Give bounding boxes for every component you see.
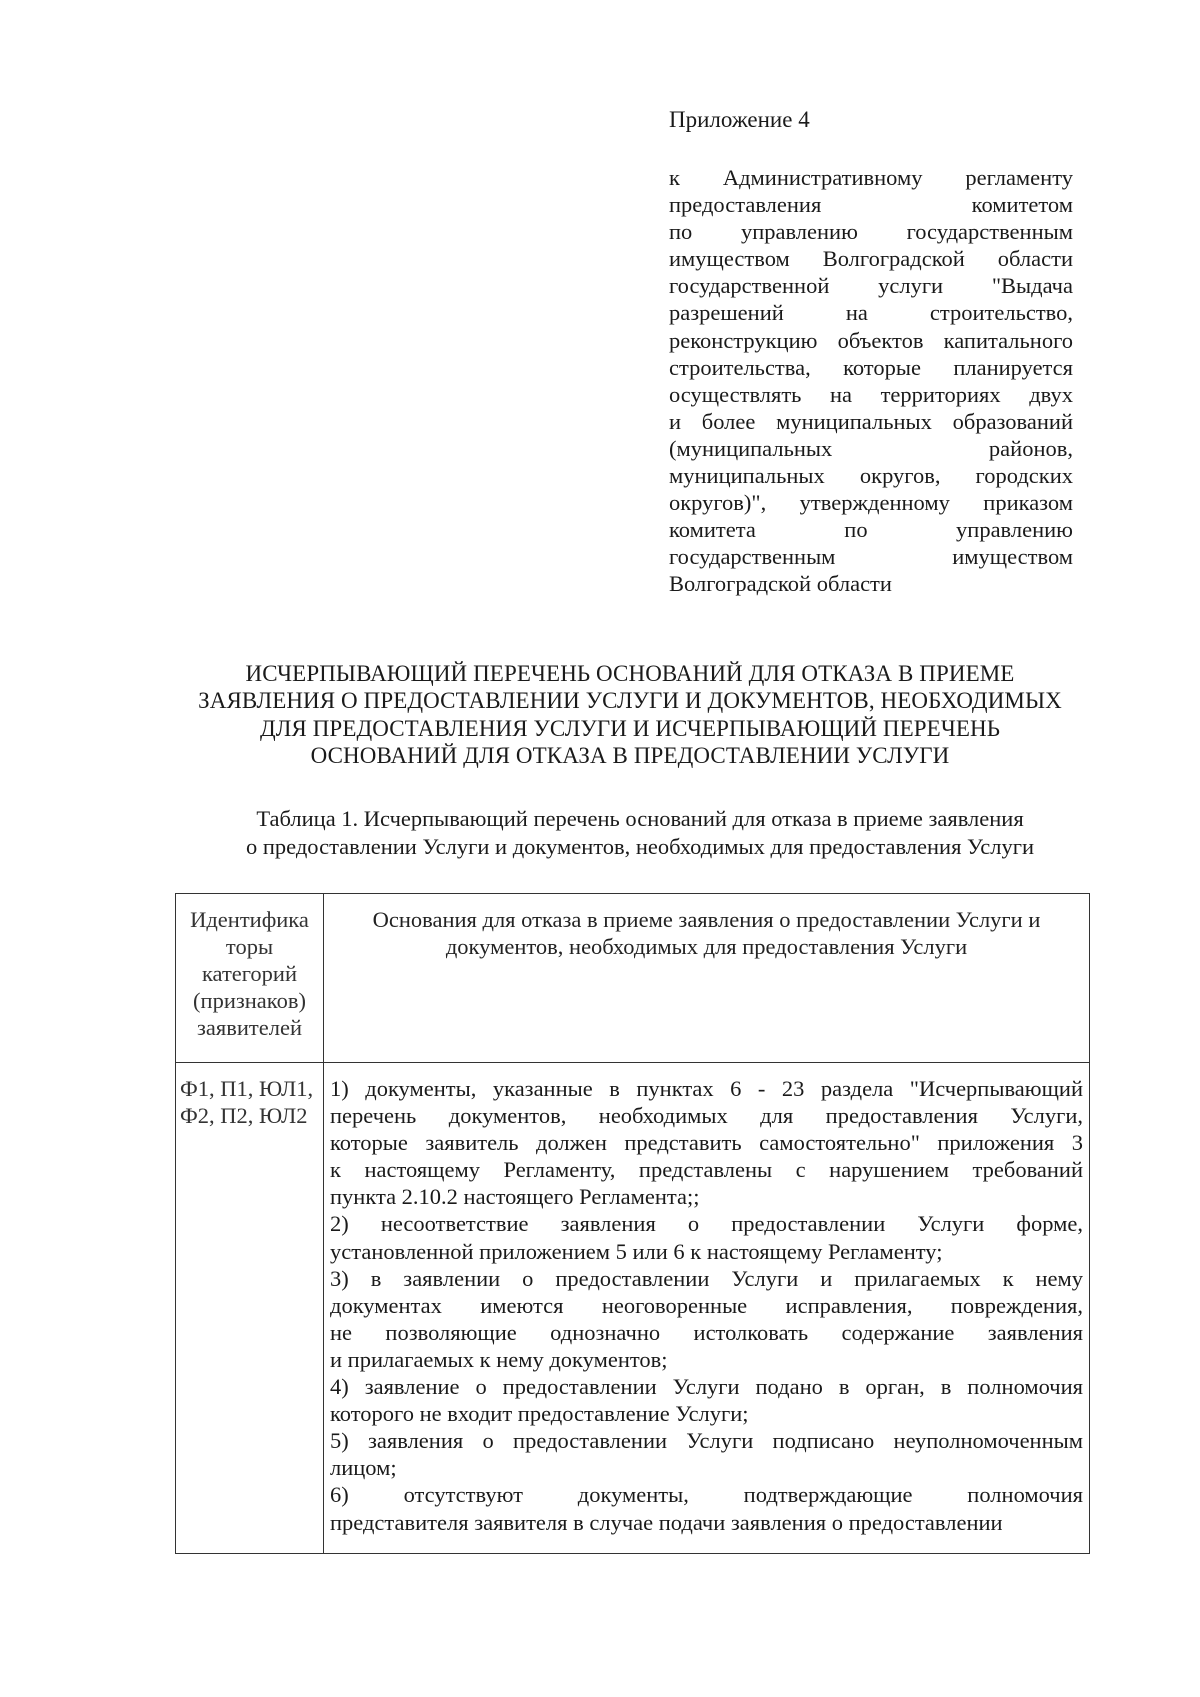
grounds-line: не позволяющие однозначно истолковать содержание заявления [330, 1319, 1083, 1345]
grounds-line: 5) заявления о предоставлении Услуги подписано неуполномоченным [330, 1428, 1083, 1454]
grounds-line: 1) документы, указанные в пунктах 6 - 23 раздела "Исчерпывающий [330, 1076, 1083, 1101]
appendix-line: и более муниципальных образований [669, 408, 1073, 434]
grounds-line: пункта 2.10.2 настоящего Регламента;; [330, 1184, 700, 1210]
appendix-line: округов)", утвержденному приказом [669, 490, 1073, 516]
appendix-line: (муниципальных районов, [669, 435, 1073, 461]
row-id-line: Ф2, П2, ЮЛ2 [180, 1103, 308, 1129]
header-identifiers [176, 894, 324, 1063]
header-id-line: категорий [201, 961, 298, 987]
appendix-reference [669, 164, 1073, 598]
heading-line: ДЛЯ ПРЕДОСТАВЛЕНИЯ УСЛУГИ И ИСЧЕРПЫВАЮЩИЙ ПЕРЕЧЕНЬ [259, 715, 1001, 741]
appendix-line: реконструкцию объектов капитального [669, 327, 1073, 353]
heading-line: ИСЧЕРПЫВАЮЩИЙ ПЕРЕЧЕНЬ ОСНОВАНИЙ ДЛЯ ОТКАЗА В ПРИЕМЕ [245, 661, 1015, 686]
appendix-line: государственной услуги "Выдача [669, 273, 1073, 299]
header-grounds-line: документов, необходимых для предоставления Услуги [445, 934, 968, 960]
header-id-line: Идентифика [190, 907, 309, 932]
grounds-line: документах имеются неоговоренные исправления, повреждения, [330, 1292, 1083, 1318]
grounds-line: которые заявитель должен представить самостоятельно" приложения 3 [330, 1130, 1083, 1156]
caption-line: Таблица 1. Исчерпывающий перечень оснований для отказа в приеме заявления [256, 806, 1024, 831]
grounds-table [175, 893, 1090, 1554]
grounds-line: 4) заявление о предоставлении Услуги подано в орган, в полномочия [330, 1374, 1083, 1400]
table-row [176, 1063, 1090, 1554]
row-identifiers [176, 1063, 324, 1554]
grounds-line: которого не входит предоставление Услуги; [330, 1401, 749, 1427]
appendix-line: строительства, которые планируется [669, 354, 1073, 380]
header-id-line: заявителей [197, 1015, 302, 1041]
table-caption [180, 805, 1100, 861]
header-grounds-line: Основания для отказа в приеме заявления о предоставлении Услуги и [372, 907, 1041, 932]
heading-line: ЗАЯВЛЕНИЯ О ПРЕДОСТАВЛЕНИИ УСЛУГИ И ДОКУМЕНТОВ, НЕОБХОДИМЫХ [198, 688, 1062, 714]
document-heading [150, 660, 1110, 770]
grounds-line: перечень документов, необходимых для предоставления Услуги, [330, 1103, 1083, 1129]
grounds-line: 3) в заявлении о предоставлении Услуги и прилагаемых к нему [330, 1265, 1083, 1291]
appendix-line: комитета по управлению [669, 517, 1073, 543]
appendix-line: к Административному регламенту [669, 165, 1073, 190]
grounds-line: 2) несоответствие заявления о предоставлении Услуги форме, [330, 1211, 1083, 1237]
grounds-line: и прилагаемых к нему документов; [330, 1346, 668, 1372]
grounds-line: представителя заявителя в случае подачи заявления о предоставлении [330, 1509, 1003, 1535]
appendix-line: имуществом Волгоградской области [669, 246, 1073, 272]
caption-line: о предоставлении Услуги и документов, необходимых для предоставления Услуги [245, 834, 1035, 859]
table-header-row [176, 894, 1090, 1063]
row-id-line: Ф1, П1, ЮЛ1, [180, 1076, 314, 1101]
grounds-line: установленной приложением 5 или 6 к настоящему Регламенту; [330, 1238, 943, 1264]
header-id-line: (признаков) [193, 988, 306, 1014]
grounds-line: 6) отсутствуют документы, подтверждающие полномочия [330, 1482, 1083, 1508]
header-grounds [324, 894, 1090, 1063]
grounds-line: к настоящему Регламенту, представлены с нарушением требований [330, 1157, 1083, 1183]
appendix-line: государственным имуществом [669, 544, 1073, 570]
heading-line: ОСНОВАНИЙ ДЛЯ ОТКАЗА В ПРЕДОСТАВЛЕНИИ УСЛУГИ [310, 743, 950, 769]
appendix-line: Волгоградской области [669, 571, 892, 597]
appendix-line: предоставления комитетом [669, 192, 1073, 218]
appendix-line: по управлению государственным [669, 219, 1073, 245]
appendix-line: муниципальных округов, городских [669, 463, 1073, 489]
appendix-title: Приложение 4 [669, 107, 810, 132]
header-id-line: торы [225, 934, 274, 960]
appendix-line: осуществлять на территориях двух [669, 381, 1073, 407]
appendix-line: разрешений на строительство, [669, 300, 1073, 326]
grounds-line: лицом; [330, 1455, 397, 1481]
row-grounds [324, 1063, 1090, 1554]
